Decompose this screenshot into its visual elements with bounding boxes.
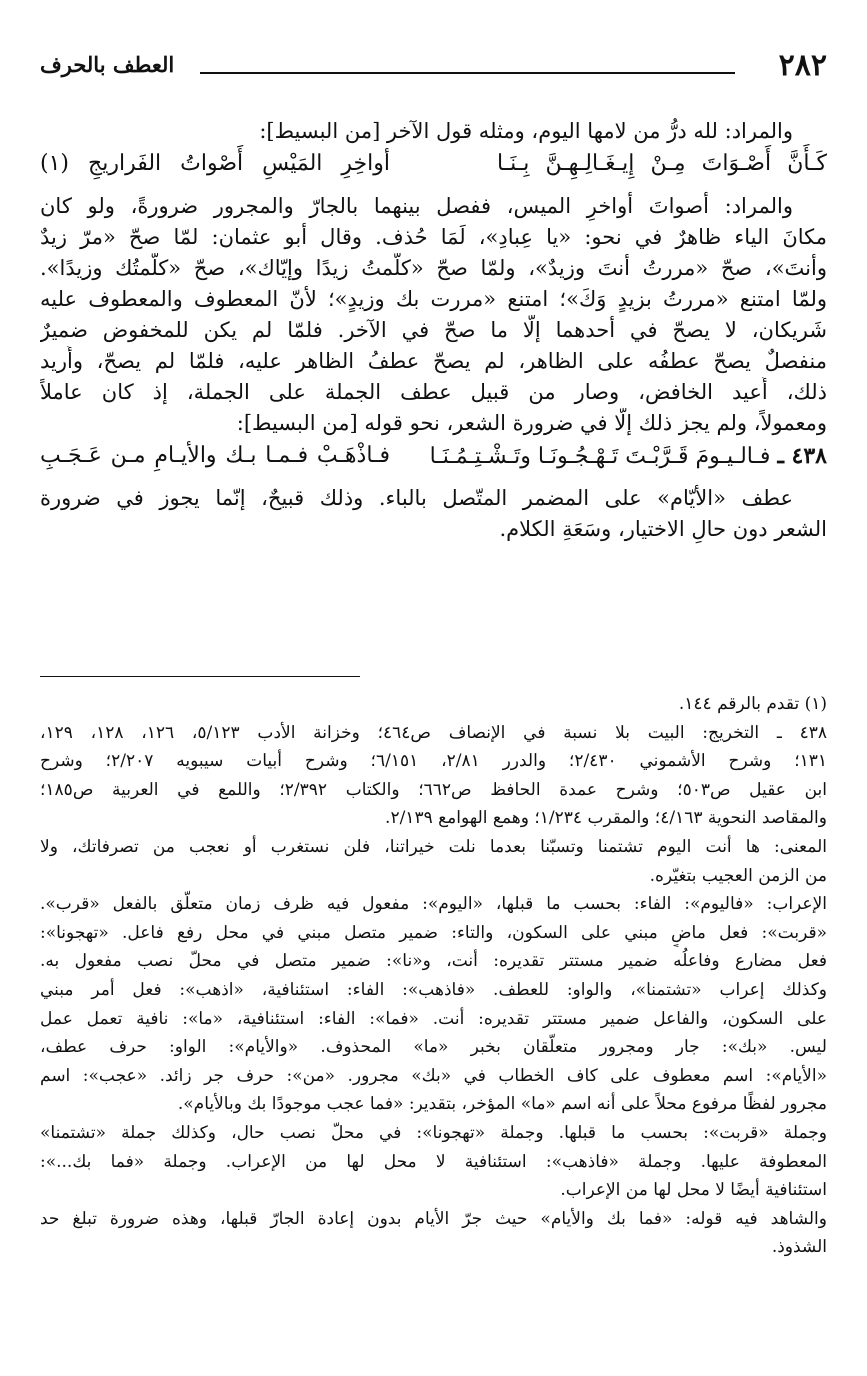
main-text: [40, 116, 827, 545]
text-line: عطف «الأيّام» على المضمر المتّصل بالباء. وذلك قبيحٌ، إنّما يجوز في ضرورة: [40, 486, 793, 510]
verse-1: [40, 147, 827, 191]
footnote-line: ليس. «بك»: جار ومجرور متعلّقان بخبر «ما» المحذوف. «والأيام»: الواو: حرف عطف،: [40, 1037, 827, 1058]
text-line: وأنتَ»، صحّ «مررتُ أنتَ وزيدٌ»، ولمّا صحّ «كلّمتُ زيدًا وإيّاك»، صحّ «كلّمتُك وزيدًا».: [40, 256, 827, 280]
footnote-line: من الزمن العجيب بتغيّره.: [649, 865, 827, 886]
verse-hemistich-2: فـاذْهَـبْ فـمـا بـك والأيـامِ مـن عَـجَـبِ: [40, 443, 390, 468]
text-line: ومعمولاً، ولم يجز ذلك إلّا في ضرورة الشعر، نحو قوله [من البسيط]:: [236, 411, 827, 435]
footnotes: [40, 690, 827, 1262]
footnote-line: على السكون، والفاعل ضمير مستتر تقديره: أنت. «فما»: الفاء: استئنافية، «ما»: نافية تعمل عمل: [40, 1008, 827, 1029]
footnote-line: استئنافية أيضًا لا محل لها من الإعراب.: [560, 1180, 827, 1201]
footnote-line: ٤٣٨ ـ التخريج: البيت بلا نسبة في الإنصاف ص٤٦٤؛ وخزانة الأدب ٥/١٢٣، ١٢٦، ١٢٨، ١٢٩،: [40, 722, 827, 743]
footnote-line: فعل مضارع وفاعلُه ضمير مستتر تقديره: أنت، و«نا»: ضمير متصل في محلّ نصب مفعول به.: [40, 951, 827, 972]
footnote-line: مجرور لفظًا مرفوع محلاً على أنه اسم «ما» المؤخر، بتقدير: «فما عجب موجودًا بك وبالأيام».: [177, 1094, 827, 1115]
text-line: والمراد: أصواتَ أواخرِ الميس، ففصل بينهما بالجارّ والمجرور ضرورةً، ولو كان: [40, 194, 793, 218]
chapter-title: العطف بالحرف: [40, 52, 175, 77]
text-line: الشعر دون حالِ الاختيار، وسَعَةِ الكلام.: [499, 517, 827, 541]
footnote-divider: [40, 676, 360, 677]
footnote-line: المعطوفة عليها. وجملة «فاذهب»: استئنافية لا محل لها من الإعراب. وجملة «فما بك...»:: [40, 1151, 827, 1172]
footnote-line: المعنى: ها أنت اليوم تشتمنا وتسبّنا بعدما نلت خيراتنا، فلن نستغرب أو نعجب من تصرفاتك، ولا: [40, 836, 827, 857]
verse-438: [40, 439, 827, 483]
verse-hemistich-1-text: فـالـيـومَ قَـرَّبْـتَ تَـهْـجُـونَـا وتَـشْـتِـمُـنَـا: [429, 444, 771, 469]
footnote-line: والشاهد فيه قوله: «فما بك والأيام» حيث جرّ الأيام بدون إعادة الجارّ قبلها، وهذه ضرورة تبلغ حد: [40, 1208, 827, 1229]
header-rule: [200, 72, 735, 74]
text-line: شَريكان، لا يصحّ في أحدهما إلّا ما صحّ في الآخر. فلمّا لم يكن للمخفوض ضميرٌ: [40, 318, 827, 342]
footnote-line: ١٣١؛ وشرح الأشموني ٢/٤٣٠؛ والدرر ٢/٨١، ٦/١٥١؛ وشرح أبيات سيبويه ٢/٢٠٧؛ وشرح: [40, 751, 827, 772]
text-line: ولمّا امتنع «مررتُ بزيدٍ وَكَ»؛ امتنع «مررت بك وزيدٍ»؛ لأنّ المعطوف والمعطوف عليه: [40, 287, 827, 311]
text-line: مكانَ الياء ظاهرٌ في نحو: «يا عِبادِ»، لَمَا حُذف. وقال أبو عثمان: لمّا صحّ «مرّ زيدٌ: [40, 225, 827, 249]
footnote-line: ابن عقيل ص٥٠٣؛ وشرح عمدة الحافظ ص٦٦٢؛ والكتاب ٢/٣٩٢؛ واللمع في العربية ص١٨٥؛: [40, 779, 827, 800]
page-number: ٢٨٢: [778, 48, 827, 83]
footnote-line: وجملة «قربت»: بحسب ما قبلها. وجملة «تهجونا»: في محلّ نصب حال، وكذلك جملة «تشتمنا»: [40, 1122, 827, 1143]
text-line: منفصلٌ يصحّ عطفُه على الظاهر، لم يصحّ عطفُ الظاهر عليه، فلمّا لم يصحّ، وأُريد: [40, 349, 827, 373]
verse-number: ٤٣٨ ـ: [777, 443, 827, 469]
footnote-line: «قربت»: فعل ماضٍ مبني على السكون، والتاء: ضمير متصل مبني في محل رفع فاعل. «تهجونا»:: [40, 922, 827, 943]
footnote-line: (١) تقدم بالرقم ١٤٤.: [678, 694, 827, 714]
text-line: ذلك، أُعيد الخافض، وصار من قبيل عطف الجملة على الجملة، إذ كان عاملاً: [40, 380, 827, 404]
footnote-line: «الأيام»: اسم معطوف على كاف الخطاب في «بك» مجرور. «من»: حرف جر زائد. «عجب»: اسم: [40, 1065, 827, 1086]
footnote-line: وكذلك إعراب «تشتمنا»، والواو: للعطف. «فاذهب»: الفاء: استئنافية، «اذهب»: فعل أمر مبني: [40, 979, 827, 1000]
page-header: [40, 48, 827, 86]
footnote-line: والمقاصد النحوية ٤/١٦٣؛ والمقرب ١/٢٣٤؛ وهمع الهوامع ٢/١٣٩.: [385, 808, 827, 829]
footnote-line: الإعراب: «فاليوم»: الفاء: بحسب ما قبلها، «اليوم»: مفعول فيه ظرف زمان متعلّق بالفعل «قرب».: [40, 894, 827, 915]
verse-hemistich-2: أواخِرِ المَيْسِ أَصْواتُ الفَراريجِ (١): [40, 151, 390, 176]
verse-hemistich-1: [429, 443, 827, 469]
footnote-line: الشذوذ.: [771, 1237, 827, 1258]
verse-hemistich-1: كَـأَنَّ أَصْـوَاتَ مِـنْ إِيـغَـالِـهِـنَّ بِـنَـا: [497, 151, 827, 176]
text-line: والمراد: لله درُّ من لامها اليوم، ومثله قول الآخر [من البسيط]:: [259, 119, 793, 143]
